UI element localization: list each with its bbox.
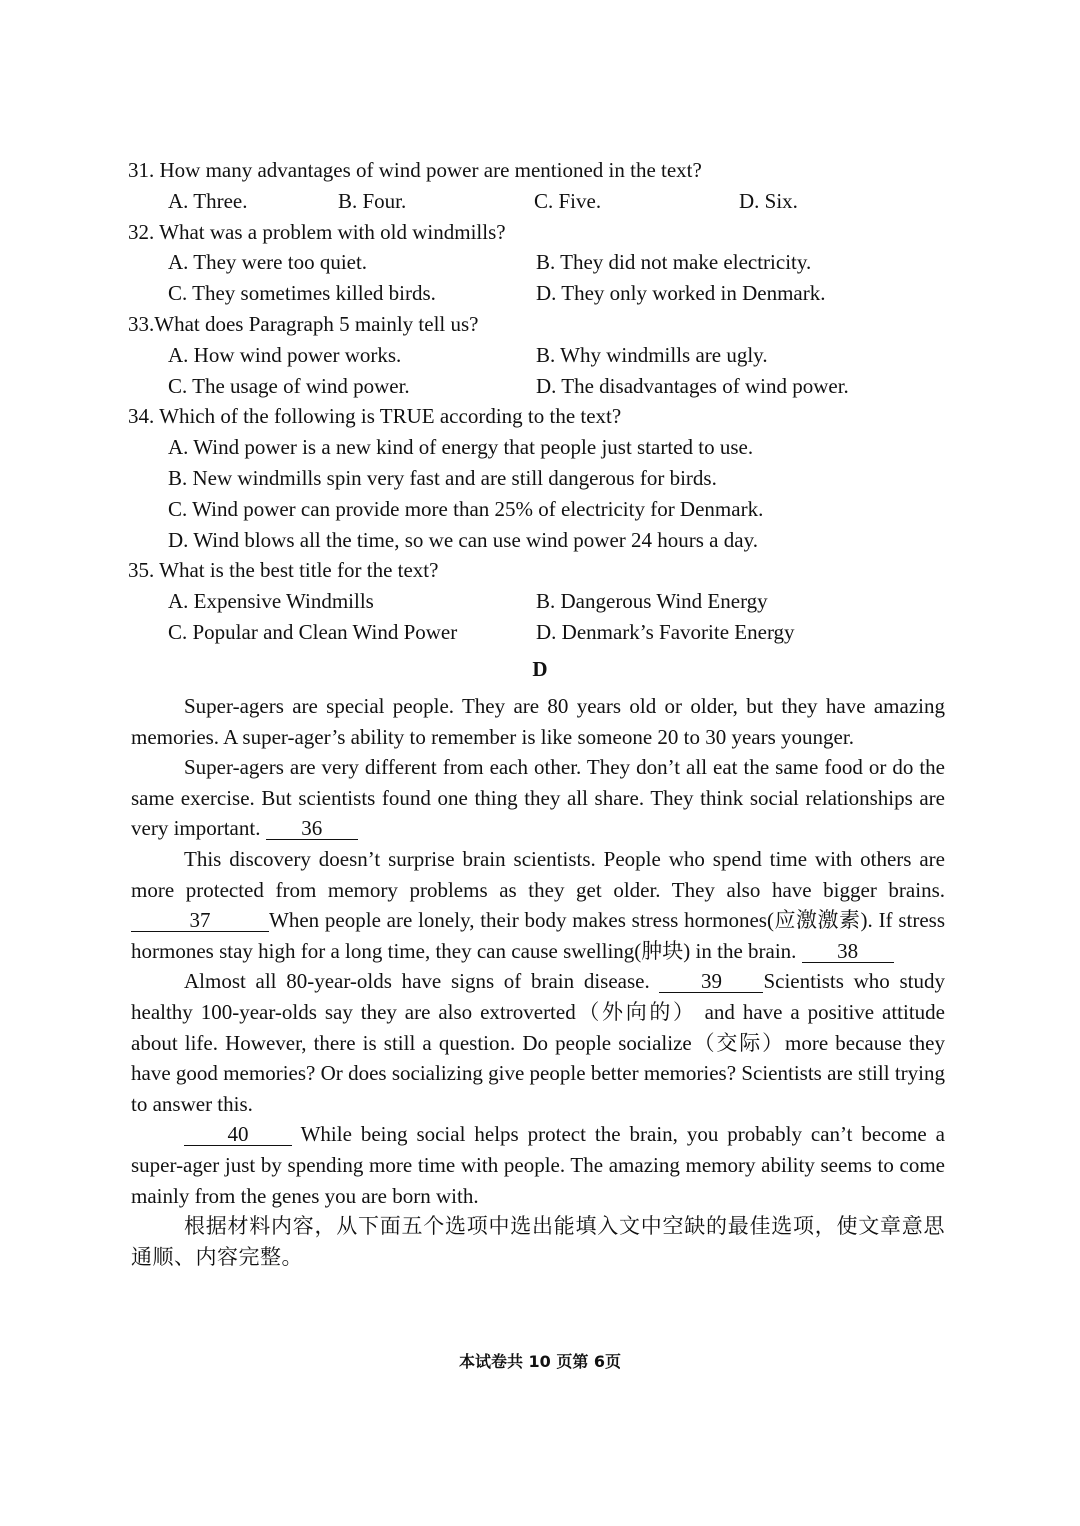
blank-37: 37 — [131, 909, 269, 932]
paragraph-text: When people are lonely, their body makes stress hormones(应激激素). If stress hormones stay high for a long time, they can cause swelling(肿块) in the brain. — [131, 908, 945, 963]
question-stem: 31. How many advantages of wind power are mentioned in the text? — [128, 158, 702, 182]
option: A. Three. — [168, 188, 248, 213]
option: D. Denmark’s Favorite Energy — [536, 619, 795, 644]
page-footer: 本试卷共 10 页第 6页 — [458, 1352, 622, 1371]
option: B. New windmills spin very fast and are still dangerous for birds. — [168, 465, 717, 490]
blank-38: 38 — [802, 940, 894, 963]
option: D. Six. — [739, 188, 798, 213]
paragraph — [131, 691, 945, 752]
option: B. They did not make electricity. — [536, 250, 812, 275]
option-row — [128, 371, 928, 402]
question-list — [128, 155, 928, 648]
option-row — [128, 340, 928, 371]
paragraph-text: This discovery doesn’t surprise brain scientists. People who spend time with others are more protected from memory problems as they get older. They also have bigger brains. — [131, 846, 945, 902]
paragraph-text: Scientists who study healthy 100-year-olds say they are also extroverted（外向的） and have a positive attitude about life. However, there is still a question. Do people socialize（交际）more because they have good memories? Or does socializing give people better memories? Scientists are still trying to answer this. — [131, 969, 945, 1116]
option: B. Dangerous Wind Energy — [536, 589, 768, 614]
question-stem: 32. What was a problem with old windmills? — [128, 219, 506, 244]
question-stem: 33.What does Paragraph 5 mainly tell us? — [128, 311, 479, 336]
option-row — [128, 586, 928, 617]
paragraph — [131, 844, 945, 966]
paragraph-text: Almost all 80-year-olds have signs of brain disease. — [184, 969, 650, 994]
paragraph-text: Super-agers are very different from each other. They don’t all eat the same food or do the same exercise. But scientists found one thing they all share. They think social relationships are very important. — [131, 755, 945, 841]
paragraph-text: While being social helps protect the brain, you probably can’t become a super-ager just by spending more time with people. The amazing memory ability seems to come mainly from the genes you are born with. — [131, 1122, 945, 1208]
option: C. Popular and Clean Wind Power — [168, 619, 458, 644]
blank-40: 40 — [184, 1123, 292, 1146]
paragraph — [131, 1119, 945, 1211]
option: D. Wind blows all the time, so we can use wind power 24 hours a day. — [168, 527, 758, 552]
option-row — [128, 247, 928, 278]
paragraph — [131, 966, 945, 1119]
section-title: D — [532, 657, 548, 681]
instruction: 根据材料内容，从下面五个选项中选出能填入文中空缺的最佳选项，使文章意思通顺、内容完整。 — [131, 1214, 945, 1270]
option-row — [128, 278, 928, 309]
option: D. The disadvantages of wind power. — [536, 373, 849, 398]
option-row — [128, 617, 928, 648]
option: A. How wind power works. — [168, 342, 402, 367]
option-row — [128, 186, 928, 217]
blank-39: 39 — [659, 970, 763, 993]
option: C. They sometimes killed birds. — [168, 281, 436, 306]
paragraph-text: Super-agers are special people. They are 80 years old or older, but they have amazing memories. A super-ager’s ability to remember is like someone 20 to 30 years younger. — [131, 694, 945, 749]
option: C. The usage of wind power. — [168, 373, 410, 398]
option: A. Wind power is a new kind of energy that people just started to use. — [168, 435, 754, 460]
option: C. Five. — [534, 188, 602, 213]
question-stem: 34. Which of the following is TRUE according to the text? — [128, 404, 622, 429]
option: D. They only worked in Denmark. — [536, 281, 826, 306]
paragraph — [131, 752, 945, 844]
option: A. They were too quiet. — [168, 250, 368, 275]
blank-36: 36 — [266, 817, 358, 840]
question-stem: 35. What is the best title for the text? — [128, 558, 439, 583]
option: A. Expensive Windmills — [168, 589, 374, 614]
option: C. Wind power can provide more than 25% of electricity for Denmark. — [168, 496, 764, 521]
option: B. Four. — [338, 188, 407, 213]
passage — [131, 691, 945, 1273]
option: B. Why windmills are ugly. — [536, 342, 768, 367]
